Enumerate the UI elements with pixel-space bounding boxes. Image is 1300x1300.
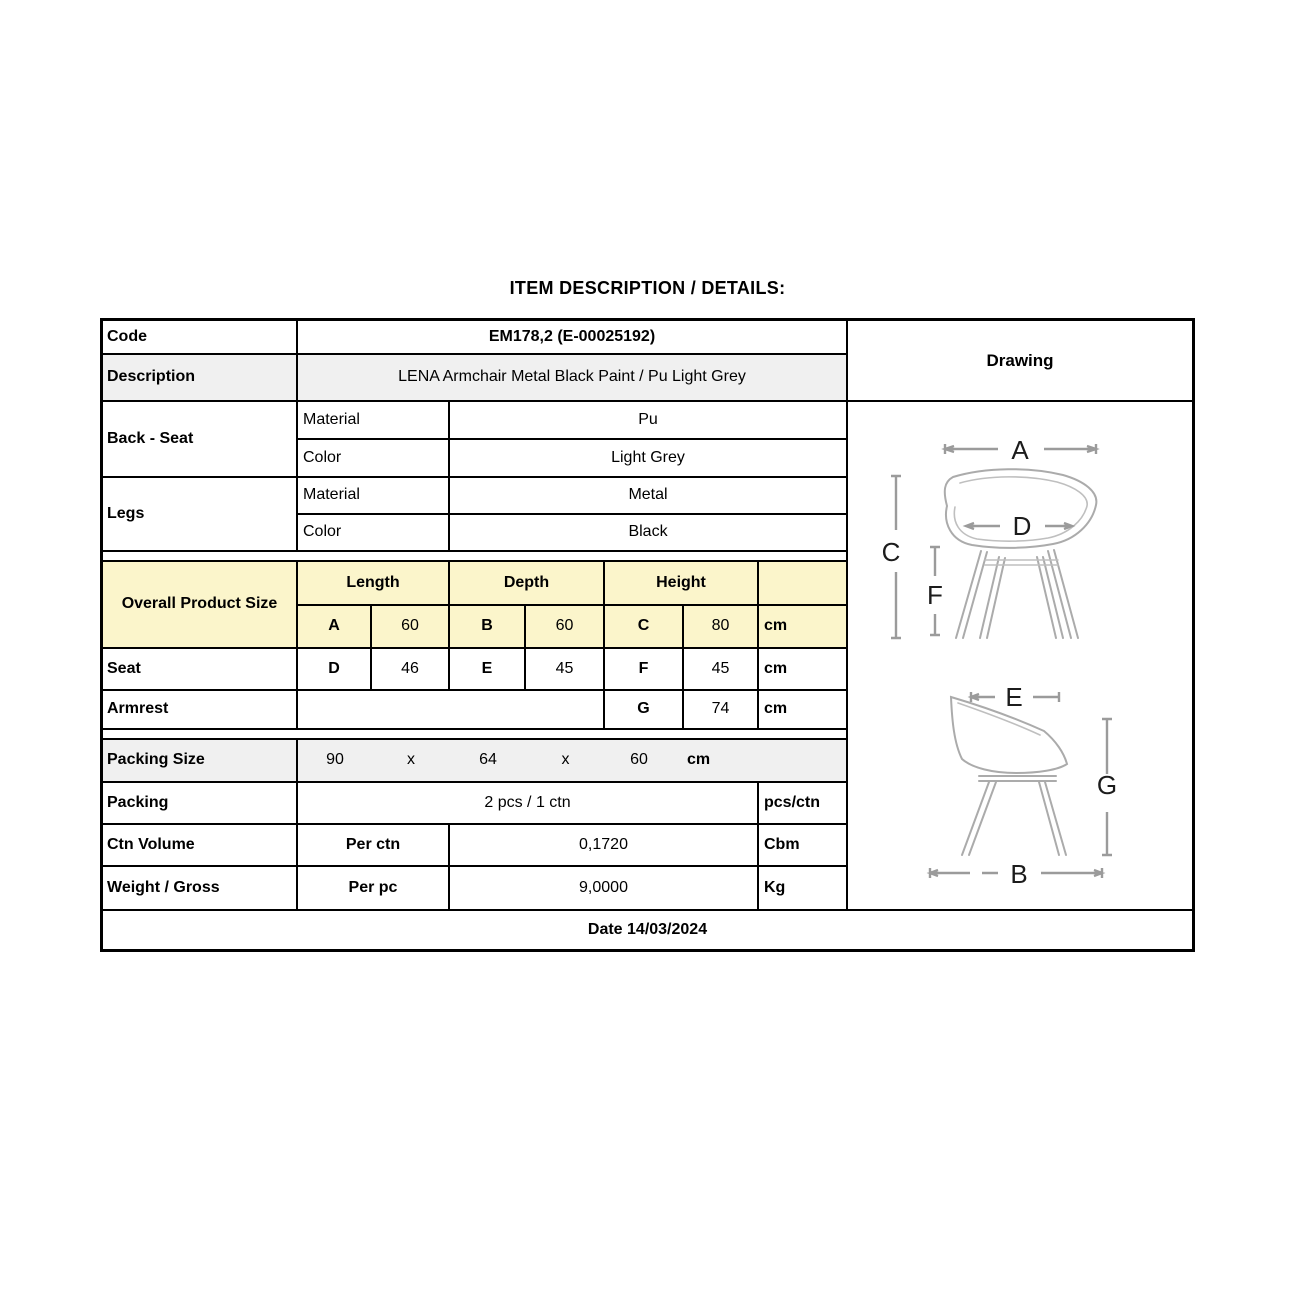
ctn-volume-unit: Cbm xyxy=(764,835,800,853)
dim-b-value: 60 xyxy=(526,606,605,648)
spec-columns xyxy=(103,321,848,909)
row-back-seat xyxy=(103,402,846,478)
dim-label-e: E xyxy=(1005,682,1023,712)
code-label: Code xyxy=(103,321,298,353)
chair-front-view-drawing xyxy=(882,435,1097,638)
dim-label-d: D xyxy=(1012,511,1032,541)
packing-label: Packing xyxy=(103,783,298,823)
seat-unit: cm xyxy=(764,659,788,677)
back-seat-color-value: Light Grey xyxy=(611,448,685,466)
armrest-unit: cm xyxy=(764,700,788,718)
spacer-row xyxy=(103,730,846,740)
back-seat-color-label: Color xyxy=(298,440,450,476)
dim-f-key: F xyxy=(605,649,684,689)
row-overall-size xyxy=(103,562,846,649)
row-legs xyxy=(103,478,846,552)
packing-size-unit: cm xyxy=(687,751,711,769)
ctn-volume-per-label: Per ctn xyxy=(298,825,450,865)
dim-d-key: D xyxy=(298,649,372,689)
drawing-column xyxy=(848,321,1192,909)
legs-label: Legs xyxy=(103,478,298,550)
packing-size-height: 60 xyxy=(630,751,648,769)
row-seat xyxy=(103,649,846,691)
size-header-empty-cell xyxy=(759,562,846,604)
packing-size-values xyxy=(298,740,846,781)
length-header: Length xyxy=(298,562,450,604)
packing-value: 2 pcs / 1 ctn xyxy=(298,783,759,823)
dim-a-key: A xyxy=(298,606,372,648)
armrest-label: Armrest xyxy=(103,691,298,728)
dim-g-key: G xyxy=(605,691,684,728)
spec-table xyxy=(100,318,1195,952)
dim-label-a: A xyxy=(1011,435,1029,465)
packing-size-depth: 64 xyxy=(479,751,497,769)
depth-header: Depth xyxy=(450,562,605,604)
dim-g-value: 74 xyxy=(684,691,759,728)
legs-color-label: Color xyxy=(298,515,450,550)
weight-gross-value: 9,0000 xyxy=(450,867,759,909)
chair-drawing xyxy=(848,402,1195,910)
spacer-row xyxy=(103,552,846,562)
dim-label-g: G xyxy=(1096,770,1118,800)
row-weight-gross xyxy=(103,867,846,909)
overall-unit: cm xyxy=(759,606,846,648)
row-packing xyxy=(103,783,846,825)
page-title: ITEM DESCRIPTION / DETAILS: xyxy=(509,278,786,298)
row-ctn-volume xyxy=(103,825,846,867)
dim-c-key: C xyxy=(605,606,684,648)
dim-b-key: B xyxy=(450,606,526,648)
dim-e-value: 45 xyxy=(526,649,605,689)
back-seat-label: Back - Seat xyxy=(103,402,298,476)
chair-side-view-drawing xyxy=(930,682,1117,889)
packing-size-sep: x xyxy=(407,751,415,769)
row-description xyxy=(103,355,846,402)
dim-d-value: 46 xyxy=(372,649,450,689)
packing-size-sep: x xyxy=(561,751,570,769)
overall-size-label: Overall Product Size xyxy=(103,562,298,647)
weight-gross-per-label: Per pc xyxy=(298,867,450,909)
description-label: Description xyxy=(103,355,298,400)
row-armrest xyxy=(103,691,846,730)
row-date xyxy=(103,909,1192,949)
dim-label-c: C xyxy=(881,537,901,567)
code-value: EM178,2 (E-00025192) xyxy=(488,327,656,345)
ctn-volume-value: 0,1720 xyxy=(450,825,759,865)
dim-a-value: 60 xyxy=(372,606,450,648)
spec-table-body xyxy=(103,321,1192,909)
legs-material-value: Metal xyxy=(628,486,668,504)
legs-material-label: Material xyxy=(298,478,450,513)
dim-e-key: E xyxy=(450,649,526,689)
packing-size-label: Packing Size xyxy=(103,740,298,781)
packing-size-width: 90 xyxy=(326,751,344,769)
date-value: Date 14/03/2024 xyxy=(587,921,708,938)
dim-label-b: B xyxy=(1010,859,1028,889)
back-seat-material-value: Pu xyxy=(638,410,658,428)
drawing-header: Drawing xyxy=(848,321,1192,402)
seat-label: Seat xyxy=(103,649,298,689)
dim-label-f: F xyxy=(927,580,943,610)
armrest-empty-cell xyxy=(298,691,605,728)
dim-c-value: 80 xyxy=(684,606,759,648)
legs-color-value: Black xyxy=(628,523,668,541)
packing-unit: pcs/ctn xyxy=(764,793,821,811)
weight-gross-unit: Kg xyxy=(764,878,786,896)
dim-f-value: 45 xyxy=(684,649,759,689)
row-code xyxy=(103,321,846,355)
back-seat-material-label: Material xyxy=(298,402,450,438)
drawing-area xyxy=(848,402,1192,909)
weight-gross-label: Weight / Gross xyxy=(103,867,298,909)
ctn-volume-label: Ctn Volume xyxy=(103,825,298,865)
description-value: LENA Armchair Metal Black Paint / Pu Light Grey xyxy=(298,355,846,400)
row-packing-size xyxy=(103,740,846,783)
height-header: Height xyxy=(605,562,759,604)
